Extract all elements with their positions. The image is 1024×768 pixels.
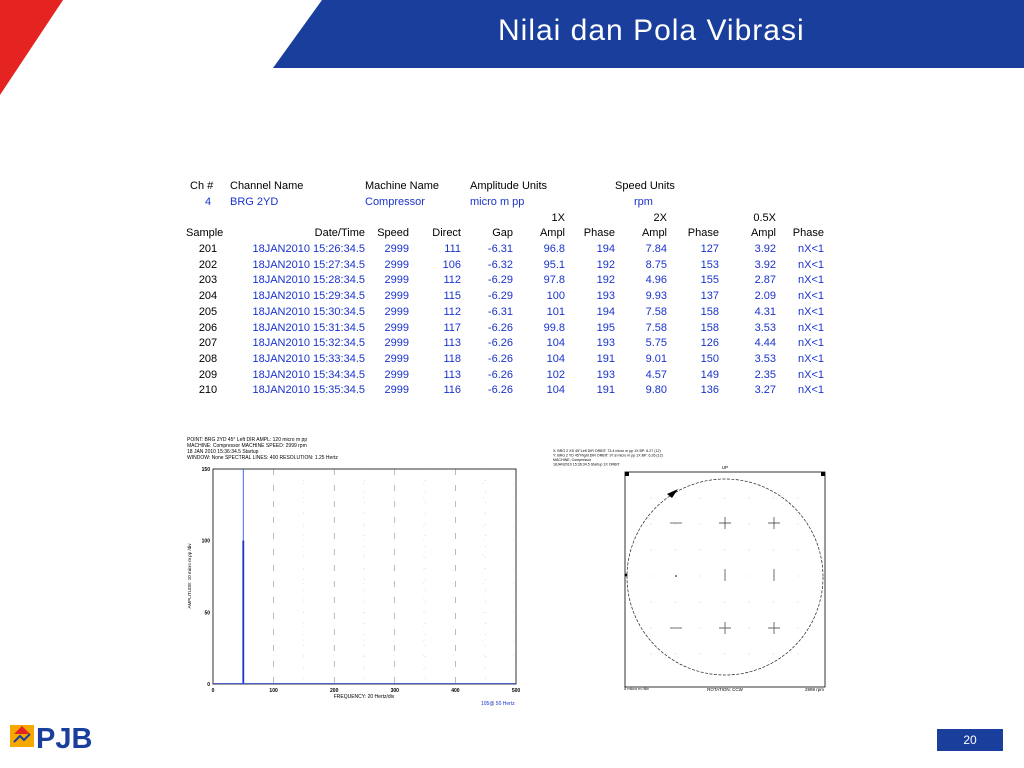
orbit-grid-dot (798, 550, 799, 551)
table-cell: 150 (700, 352, 719, 365)
table-row (186, 320, 824, 336)
spectrum-y-label: AMPLITUDE: 10 micro m pp /div (187, 543, 192, 609)
spectrum-frame (213, 469, 516, 684)
orbit-grid-dot (651, 654, 652, 655)
table-cell: 18JAN2010 15:35:34.5 (252, 384, 365, 397)
orbit-grid-mark (768, 622, 780, 634)
orbit-grid-dot (798, 654, 799, 655)
table-cell: nX<1 (798, 337, 824, 350)
table-cell: 3.53 (754, 352, 776, 365)
column-header-row (186, 226, 824, 242)
table-cell: 2999 (384, 321, 409, 334)
column-header: Speed (377, 227, 409, 240)
channel-header: Ch # (190, 180, 214, 193)
table-cell: 102 (546, 368, 565, 381)
spectrum-y-tick: 150 (201, 467, 210, 473)
table-cell: 2999 (384, 274, 409, 287)
orbit-grid-dot (651, 524, 652, 525)
orbit-speed-label: 2999 rpm (804, 687, 824, 692)
orbit-grid-dot (724, 498, 725, 499)
table-cell: 18JAN2010 15:30:34.5 (252, 305, 365, 318)
orbit-grid-dot (773, 654, 774, 655)
channel-header: Amplitude Units (470, 180, 548, 193)
table-cell: -6.26 (487, 337, 513, 350)
orbit-grid-dot (724, 576, 725, 577)
spectrum-x-tick: 500 (511, 688, 521, 694)
channel-value: Compressor (365, 196, 425, 209)
table-cell: 2.09 (754, 290, 776, 303)
table-cell: 18JAN2010 15:26:34.5 (252, 243, 365, 256)
table-cell: 158 (700, 305, 719, 318)
table-cell: 2999 (384, 243, 409, 256)
table-cell: 136 (700, 384, 719, 397)
table-cell: 191 (596, 384, 615, 397)
table-cell: -6.29 (487, 290, 513, 303)
group-header-2x: 2X (653, 211, 667, 224)
table-cell: 203 (198, 274, 218, 287)
spectrum-x-tick: 100 (269, 688, 278, 694)
table-cell: 158 (700, 321, 719, 334)
table-row (186, 367, 824, 383)
table-cell: 204 (198, 290, 218, 303)
orbit-grid-dot (675, 524, 676, 525)
table-cell: 96.8 (543, 243, 565, 256)
table-cell: nX<1 (798, 305, 824, 318)
orbit-up-label: UP (721, 465, 729, 470)
table-cell: 7.84 (645, 243, 667, 256)
orbit-plot (550, 444, 840, 696)
table-cell: 104 (546, 337, 565, 350)
table-cell: 149 (700, 368, 719, 381)
table-cell: 137 (700, 290, 719, 303)
table-cell: 104 (546, 352, 565, 365)
table-cell: 111 (444, 243, 461, 256)
table-cell: 2999 (384, 290, 409, 303)
orbit-grid-dot (724, 628, 725, 629)
orbit-grid-dot (675, 628, 676, 629)
orbit-grid-dot (700, 524, 701, 525)
spectrum-plot (184, 434, 524, 709)
spectrum-header-line: MACHINE: Compressor MACHINE SPEED: 2999 rpm (187, 443, 307, 449)
table-cell: 5.75 (645, 337, 667, 350)
orbit-grid-dot (773, 576, 774, 577)
table-cell: 113 (443, 368, 461, 381)
orbit-center-dot (675, 575, 677, 577)
table-cell: 193 (596, 337, 615, 350)
orbit-grid-dot (651, 628, 652, 629)
table-cell: 18JAN2010 15:34:34.5 (252, 368, 365, 381)
orbit-grid-dot (700, 628, 701, 629)
table-cell: 8.75 (645, 258, 667, 271)
orbit-grid-dot (651, 576, 652, 577)
table-cell: 97.8 (543, 274, 565, 287)
orbit-grid-dot (651, 602, 652, 603)
orbit-grid-dot (724, 524, 725, 525)
column-header: Ampl (641, 227, 667, 240)
orbit-header-line: MACHINE: Compressor (553, 458, 592, 462)
table-cell: 207 (198, 337, 218, 350)
spectrum-y-tick: 50 (204, 610, 210, 617)
table-cell: 104 (546, 384, 565, 397)
red-corner-shape (0, 0, 64, 100)
table-cell: -6.32 (487, 258, 513, 271)
orbit-corner-mark (625, 472, 629, 476)
column-header: Date/Time (314, 227, 365, 240)
table-cell: 201 (198, 243, 218, 256)
table-cell: 208 (198, 352, 218, 365)
table-row (186, 305, 824, 321)
column-header: Sample (186, 227, 224, 240)
orbit-grid-dot (675, 654, 676, 655)
orbit-grid-dot (773, 628, 774, 629)
channel-value: BRG 2YD (230, 196, 279, 209)
orbit-header-line: Y: BRG 2 YD 45°Right DIR ORBIT: 97.8 micro m pp 1X BP: 6.26 (12) (553, 453, 663, 458)
group-header-05x: 0.5X (753, 211, 776, 224)
table-cell: 193 (596, 368, 615, 381)
table-cell: 18JAN2010 15:28:34.5 (252, 274, 365, 287)
table-cell: -6.26 (487, 352, 513, 365)
column-header: Gap (492, 227, 513, 240)
table-cell: -6.31 (487, 243, 513, 256)
table-cell: nX<1 (798, 352, 824, 365)
orbit-grid-mark (719, 622, 731, 634)
table-cell: 2999 (384, 305, 409, 318)
table-cell: 9.01 (645, 352, 667, 365)
table-cell: 95.1 (543, 258, 565, 271)
orbit-grid-dot (675, 602, 676, 603)
table-cell: 4.44 (754, 337, 776, 350)
table-cell: 2.87 (754, 274, 776, 287)
table-row (186, 289, 824, 305)
orbit-grid-dot (724, 602, 725, 603)
table-cell: 191 (596, 352, 615, 365)
spectrum-header-line: 18 JAN 2010 15:36:34.5 Startup (187, 449, 259, 455)
channel-value: rpm (634, 196, 653, 209)
table-cell: 205 (198, 305, 218, 318)
orbit-grid-dot (651, 498, 652, 499)
table-cell: 18JAN2010 15:31:34.5 (252, 321, 365, 334)
table-cell: 194 (596, 305, 615, 318)
table-cell: 112 (443, 305, 461, 318)
table-cell: -6.26 (487, 368, 513, 381)
orbit-grid-dot (749, 628, 750, 629)
table-cell: 106 (442, 258, 461, 271)
orbit-grid-dot (675, 498, 676, 499)
table-cell: 195 (596, 321, 615, 334)
group-header-row (186, 210, 824, 226)
table-cell: nX<1 (798, 243, 824, 256)
table-cell: -6.26 (487, 321, 513, 334)
table-cell: 100 (546, 290, 565, 303)
orbit-grid-mark (768, 517, 780, 529)
orbit-marks (651, 498, 799, 655)
table-cell: 18JAN2010 15:29:34.5 (252, 290, 365, 303)
table-cell: 4.31 (754, 305, 776, 318)
page-number: 20 (937, 729, 1003, 751)
spectrum-y-tick: 100 (201, 538, 210, 545)
table-cell: 116 (443, 384, 461, 397)
table-cell: nX<1 (798, 258, 824, 271)
orbit-grid-dot (749, 576, 750, 577)
table-cell: 153 (700, 258, 719, 271)
table-row (186, 257, 824, 273)
group-header-1x: 1X (551, 211, 565, 224)
orbit-grid-dot (700, 498, 701, 499)
orbit-grid-dot (749, 498, 750, 499)
table-cell: nX<1 (798, 274, 824, 287)
table-cell: 113 (443, 337, 461, 350)
spectrum-data (213, 469, 516, 684)
table-cell: 192 (596, 274, 615, 287)
table-cell: 126 (700, 337, 719, 350)
table-cell: 7.58 (645, 321, 667, 334)
table-row (186, 336, 824, 352)
orbit-grid-dot (700, 550, 701, 551)
column-header: Phase (687, 227, 719, 240)
logo-text: PJB (36, 723, 93, 754)
orbit-grid-dot (798, 602, 799, 603)
table-cell: 3.53 (754, 321, 776, 334)
table-cell: nX<1 (798, 384, 824, 397)
channel-header: Speed Units (615, 180, 675, 193)
table-cell: nX<1 (798, 290, 824, 303)
orbit-grid-dot (724, 550, 725, 551)
column-header: Direct (432, 227, 461, 240)
table-cell: 118 (443, 352, 461, 365)
orbit-grid-dot (724, 654, 725, 655)
orbit-scale-label: 5 micro m /div (624, 686, 649, 691)
spectrum-x-tick: 300 (390, 688, 399, 694)
orbit-grid-dot (700, 654, 701, 655)
orbit-grid-dot (773, 602, 774, 603)
table-cell: 18JAN2010 15:27:34.5 (252, 258, 365, 271)
table-cell: 4.96 (645, 274, 667, 287)
orbit-grid-dot (749, 602, 750, 603)
orbit-grid-dot (798, 498, 799, 499)
column-header: Phase (583, 227, 615, 240)
table-cell: 3.92 (754, 258, 776, 271)
channel-value-row (186, 195, 824, 211)
orbit-grid-dot (798, 524, 799, 525)
orbit-corner-mark (821, 472, 825, 476)
table-cell: -6.31 (487, 305, 513, 318)
table-row (186, 273, 824, 289)
table-cell: 99.8 (543, 321, 565, 334)
table-cell: 206 (198, 321, 218, 334)
orbit-grid-dot (749, 524, 750, 525)
spectrum-header-line: POINT: BRG 2YD 45° Left DIR AMPL: 120 micro m pp (187, 437, 308, 443)
spectrum-ticks (202, 467, 521, 694)
orbit-grid-mark (719, 517, 731, 529)
table-cell: 2999 (384, 337, 409, 350)
table-cell: 18JAN2010 15:32:34.5 (252, 337, 365, 350)
table-cell: 192 (596, 258, 615, 271)
table-cell: 209 (198, 368, 218, 381)
table-row (186, 352, 824, 368)
channel-value: micro m pp (470, 196, 525, 209)
spectrum-x-label: FREQUENCY: 20 Hertz/div (333, 694, 395, 700)
table-cell: 18JAN2010 15:33:34.5 (252, 352, 365, 365)
orbit-grid-dot (749, 654, 750, 655)
spectrum-x-tick: 0 (211, 688, 215, 694)
spectrum-x-tick: 400 (451, 688, 460, 694)
spectrum-header-line: WINDOW: None SPECTRAL LINES: 400 RESOLUTION: 1.25 Hertz (187, 455, 338, 461)
keyphasor-dot (625, 574, 628, 577)
table-cell: -6.29 (487, 274, 513, 287)
orbit-grid-dot (773, 524, 774, 525)
orbit-grid-dot (700, 576, 701, 577)
column-header: Ampl (539, 227, 565, 240)
orbit-grid-dot (700, 602, 701, 603)
orbit-header-line: 18JAN2010 15:36:34.5 Startup 1X ORBIT (553, 462, 620, 467)
data-rows (186, 242, 824, 399)
table-cell: 9.93 (645, 290, 667, 303)
table-cell: 115 (443, 290, 461, 303)
table-cell: 127 (700, 243, 719, 256)
orbit-grid-dot (773, 498, 774, 499)
table-row (186, 242, 824, 258)
table-cell: 2999 (384, 258, 409, 271)
table-cell: -6.26 (487, 384, 513, 397)
table-row (186, 383, 824, 399)
table-cell: nX<1 (798, 368, 824, 381)
orbit-header-line: X: BRG 2 XD 45°Left DIR ORBIT: 73.4 micro m pp 1X BP: 6.27 (12) (553, 449, 661, 453)
vibration-table (186, 179, 824, 399)
table-cell: 193 (596, 290, 615, 303)
table-cell: 3.92 (754, 243, 776, 256)
table-cell: 210 (198, 384, 218, 397)
orbit-grid-dot (651, 550, 652, 551)
table-cell: 117 (443, 321, 461, 334)
spectrum-y-tick: 0 (207, 682, 210, 688)
table-cell: 112 (443, 274, 461, 287)
table-cell: 3.27 (754, 384, 776, 397)
spectrum-marker: 105@ 50 Hertz (481, 701, 515, 707)
table-cell: 9.80 (645, 384, 667, 397)
spectrum-grid (213, 469, 516, 684)
table-cell: 7.58 (645, 305, 667, 318)
column-header: Phase (792, 227, 824, 240)
channel-value: 4 (204, 196, 212, 209)
table-cell: 202 (198, 258, 218, 271)
channel-header: Channel Name (230, 180, 304, 193)
orbit-grid-dot (749, 550, 750, 551)
table-cell: 155 (700, 274, 719, 287)
table-cell: 4.57 (645, 368, 667, 381)
channel-header: Machine Name (365, 180, 439, 193)
table-cell: 101 (546, 305, 565, 318)
table-cell: nX<1 (798, 321, 824, 334)
table-cell: 2.35 (754, 368, 776, 381)
table-cell: 2999 (384, 352, 409, 365)
pjb-logo (8, 716, 112, 759)
column-header: Ampl (750, 227, 776, 240)
orbit-grid-dot (675, 550, 676, 551)
orbit-grid-dot (798, 576, 799, 577)
orbit-rotation-label: ROTATION: CCW (707, 687, 743, 692)
table-cell: 2999 (384, 384, 409, 397)
table-cell: 194 (596, 243, 615, 256)
slide-title: Nilai dan Pola Vibrasi (498, 14, 805, 47)
table-cell: 2999 (384, 368, 409, 381)
orbit-grid-dot (773, 550, 774, 551)
spectrum-x-tick: 200 (330, 688, 339, 694)
channel-header-row (186, 179, 824, 195)
orbit-grid-dot (798, 628, 799, 629)
